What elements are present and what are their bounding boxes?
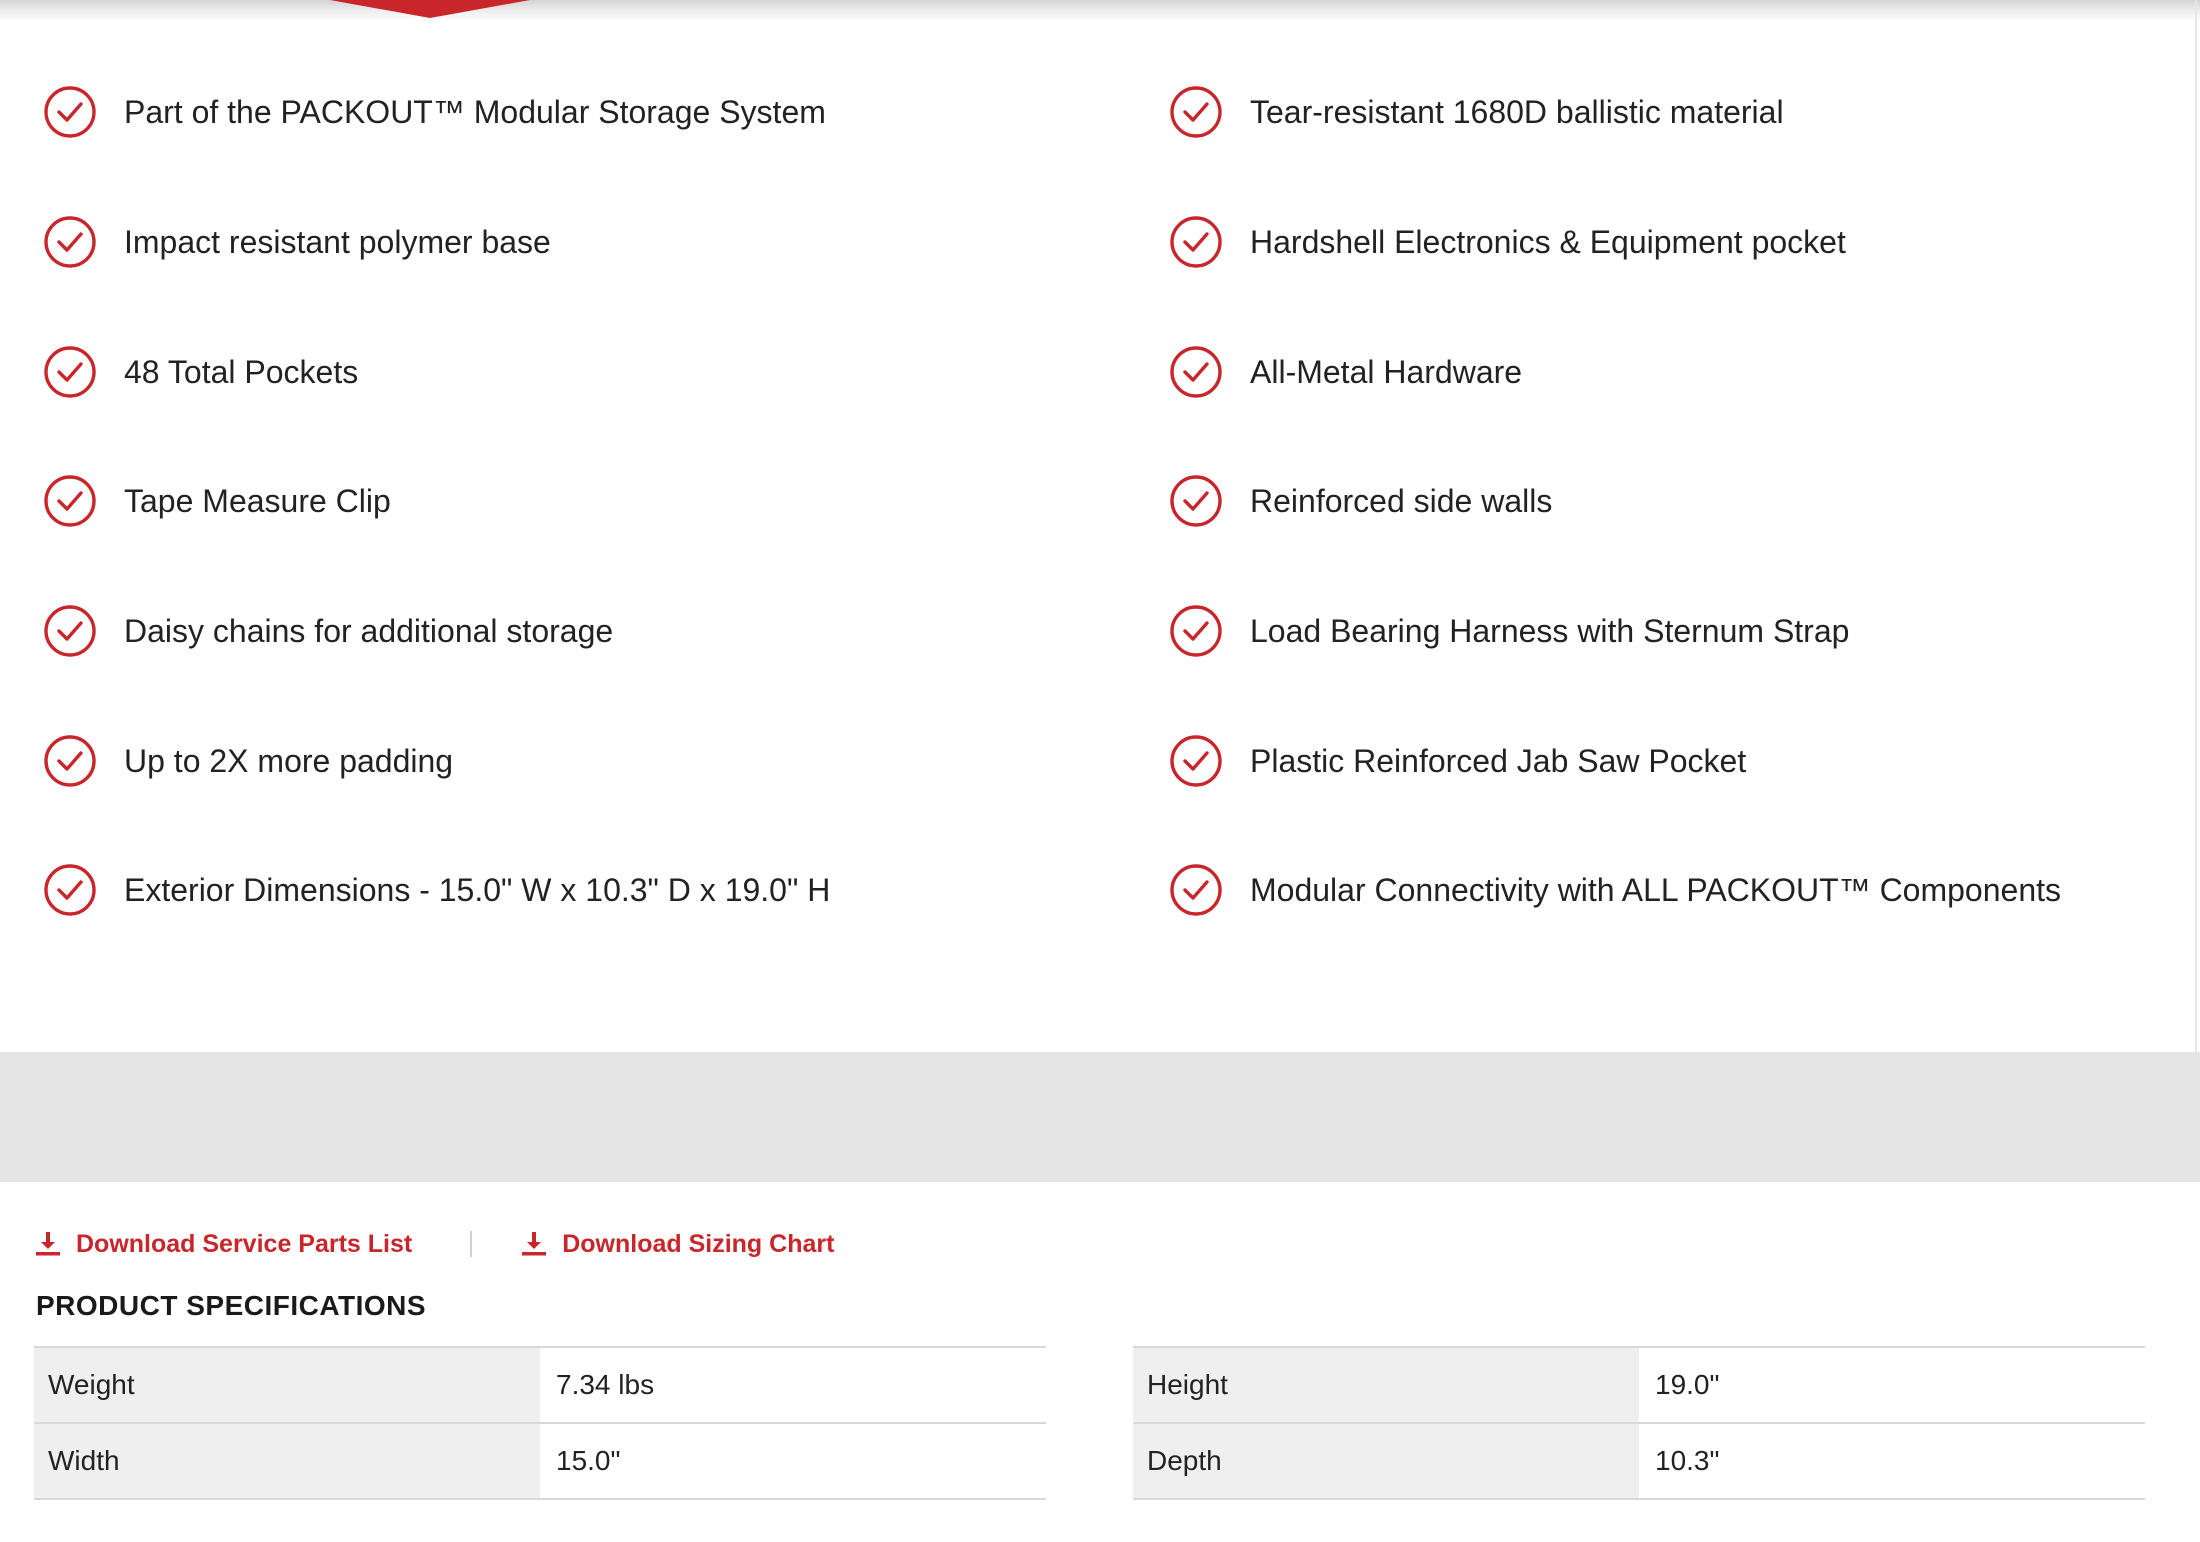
check-circle-icon — [42, 473, 98, 529]
check-circle-icon — [1168, 862, 1224, 918]
spec-table-left — [34, 1346, 1046, 1500]
feature-label: Hardshell Electronics & Equipment pocket — [1250, 223, 1846, 260]
download-icon — [520, 1230, 548, 1258]
feature-label: Tape Measure Clip — [124, 482, 391, 519]
spec-row — [1133, 1348, 2145, 1424]
spec-key: Height — [1133, 1348, 1639, 1422]
spec-key: Width — [34, 1424, 540, 1498]
spec-value: 19.0" — [1639, 1348, 2145, 1422]
link-separator — [470, 1231, 472, 1257]
spec-row — [34, 1348, 1046, 1424]
feature-item — [1168, 731, 1746, 791]
spec-table-right — [1133, 1346, 2145, 1500]
check-circle-icon — [42, 214, 98, 270]
feature-item — [1168, 342, 1522, 402]
spec-section-title: PRODUCT SPECIFICATIONS — [36, 1290, 427, 1321]
feature-item — [1168, 601, 1849, 661]
feature-label: All-Metal Hardware — [1250, 353, 1523, 390]
feature-label: Reinforced side walls — [1250, 482, 1553, 519]
download-service-parts-label: Download Service Parts List — [76, 1229, 413, 1258]
check-circle-icon — [42, 344, 98, 400]
feature-label: 48 Total Pockets — [124, 353, 359, 390]
check-circle-icon — [1168, 344, 1224, 400]
feature-label: Modular Connectivity with ALL PACKOUT™ Components — [1250, 871, 2061, 908]
spec-value: 10.3" — [1639, 1424, 2145, 1498]
feature-label: Load Bearing Harness with Sternum Strap — [1250, 612, 1850, 649]
feature-item — [1168, 471, 1552, 531]
feature-label: Exterior Dimensions - 15.0" W x 10.3" D x 19.0" H — [124, 871, 831, 908]
download-service-parts-link[interactable] — [34, 1230, 412, 1259]
check-circle-icon — [42, 862, 98, 918]
feature-label: Impact resistant polymer base — [124, 223, 551, 260]
spec-value: 15.0" — [540, 1424, 1046, 1498]
feature-item — [1168, 860, 2061, 920]
feature-item — [42, 82, 826, 142]
feature-item — [42, 601, 613, 661]
check-circle-icon — [1168, 603, 1224, 659]
download-sizing-chart-link[interactable] — [520, 1230, 834, 1259]
spec-row — [34, 1424, 1046, 1500]
feature-label: Part of the PACKOUT™ Modular Storage System — [124, 93, 826, 130]
feature-label: Tear-resistant 1680D ballistic material — [1250, 93, 1784, 130]
spec-value: 7.34 lbs — [540, 1348, 1046, 1422]
feature-item — [42, 342, 358, 402]
feature-item — [42, 471, 391, 531]
check-circle-icon — [42, 733, 98, 789]
feature-item — [42, 212, 551, 272]
download-icon — [34, 1230, 62, 1258]
check-circle-icon — [1168, 84, 1224, 140]
feature-label: Daisy chains for additional storage — [124, 612, 614, 649]
check-circle-icon — [1168, 733, 1224, 789]
feature-label: Up to 2X more padding — [124, 742, 454, 779]
spec-row — [1133, 1424, 2145, 1500]
feature-item — [42, 860, 830, 920]
feature-item — [1168, 212, 1846, 272]
download-sizing-chart-label: Download Sizing Chart — [562, 1229, 835, 1258]
feature-item — [42, 731, 453, 791]
feature-label: Plastic Reinforced Jab Saw Pocket — [1250, 742, 1747, 779]
feature-item — [1168, 82, 1784, 142]
spec-key: Weight — [34, 1348, 540, 1422]
download-links — [34, 1222, 834, 1266]
check-circle-icon — [1168, 473, 1224, 529]
check-circle-icon — [1168, 214, 1224, 270]
spec-key: Depth — [1133, 1424, 1639, 1498]
section-divider-band — [0, 1052, 2200, 1182]
check-circle-icon — [42, 603, 98, 659]
check-circle-icon — [42, 84, 98, 140]
